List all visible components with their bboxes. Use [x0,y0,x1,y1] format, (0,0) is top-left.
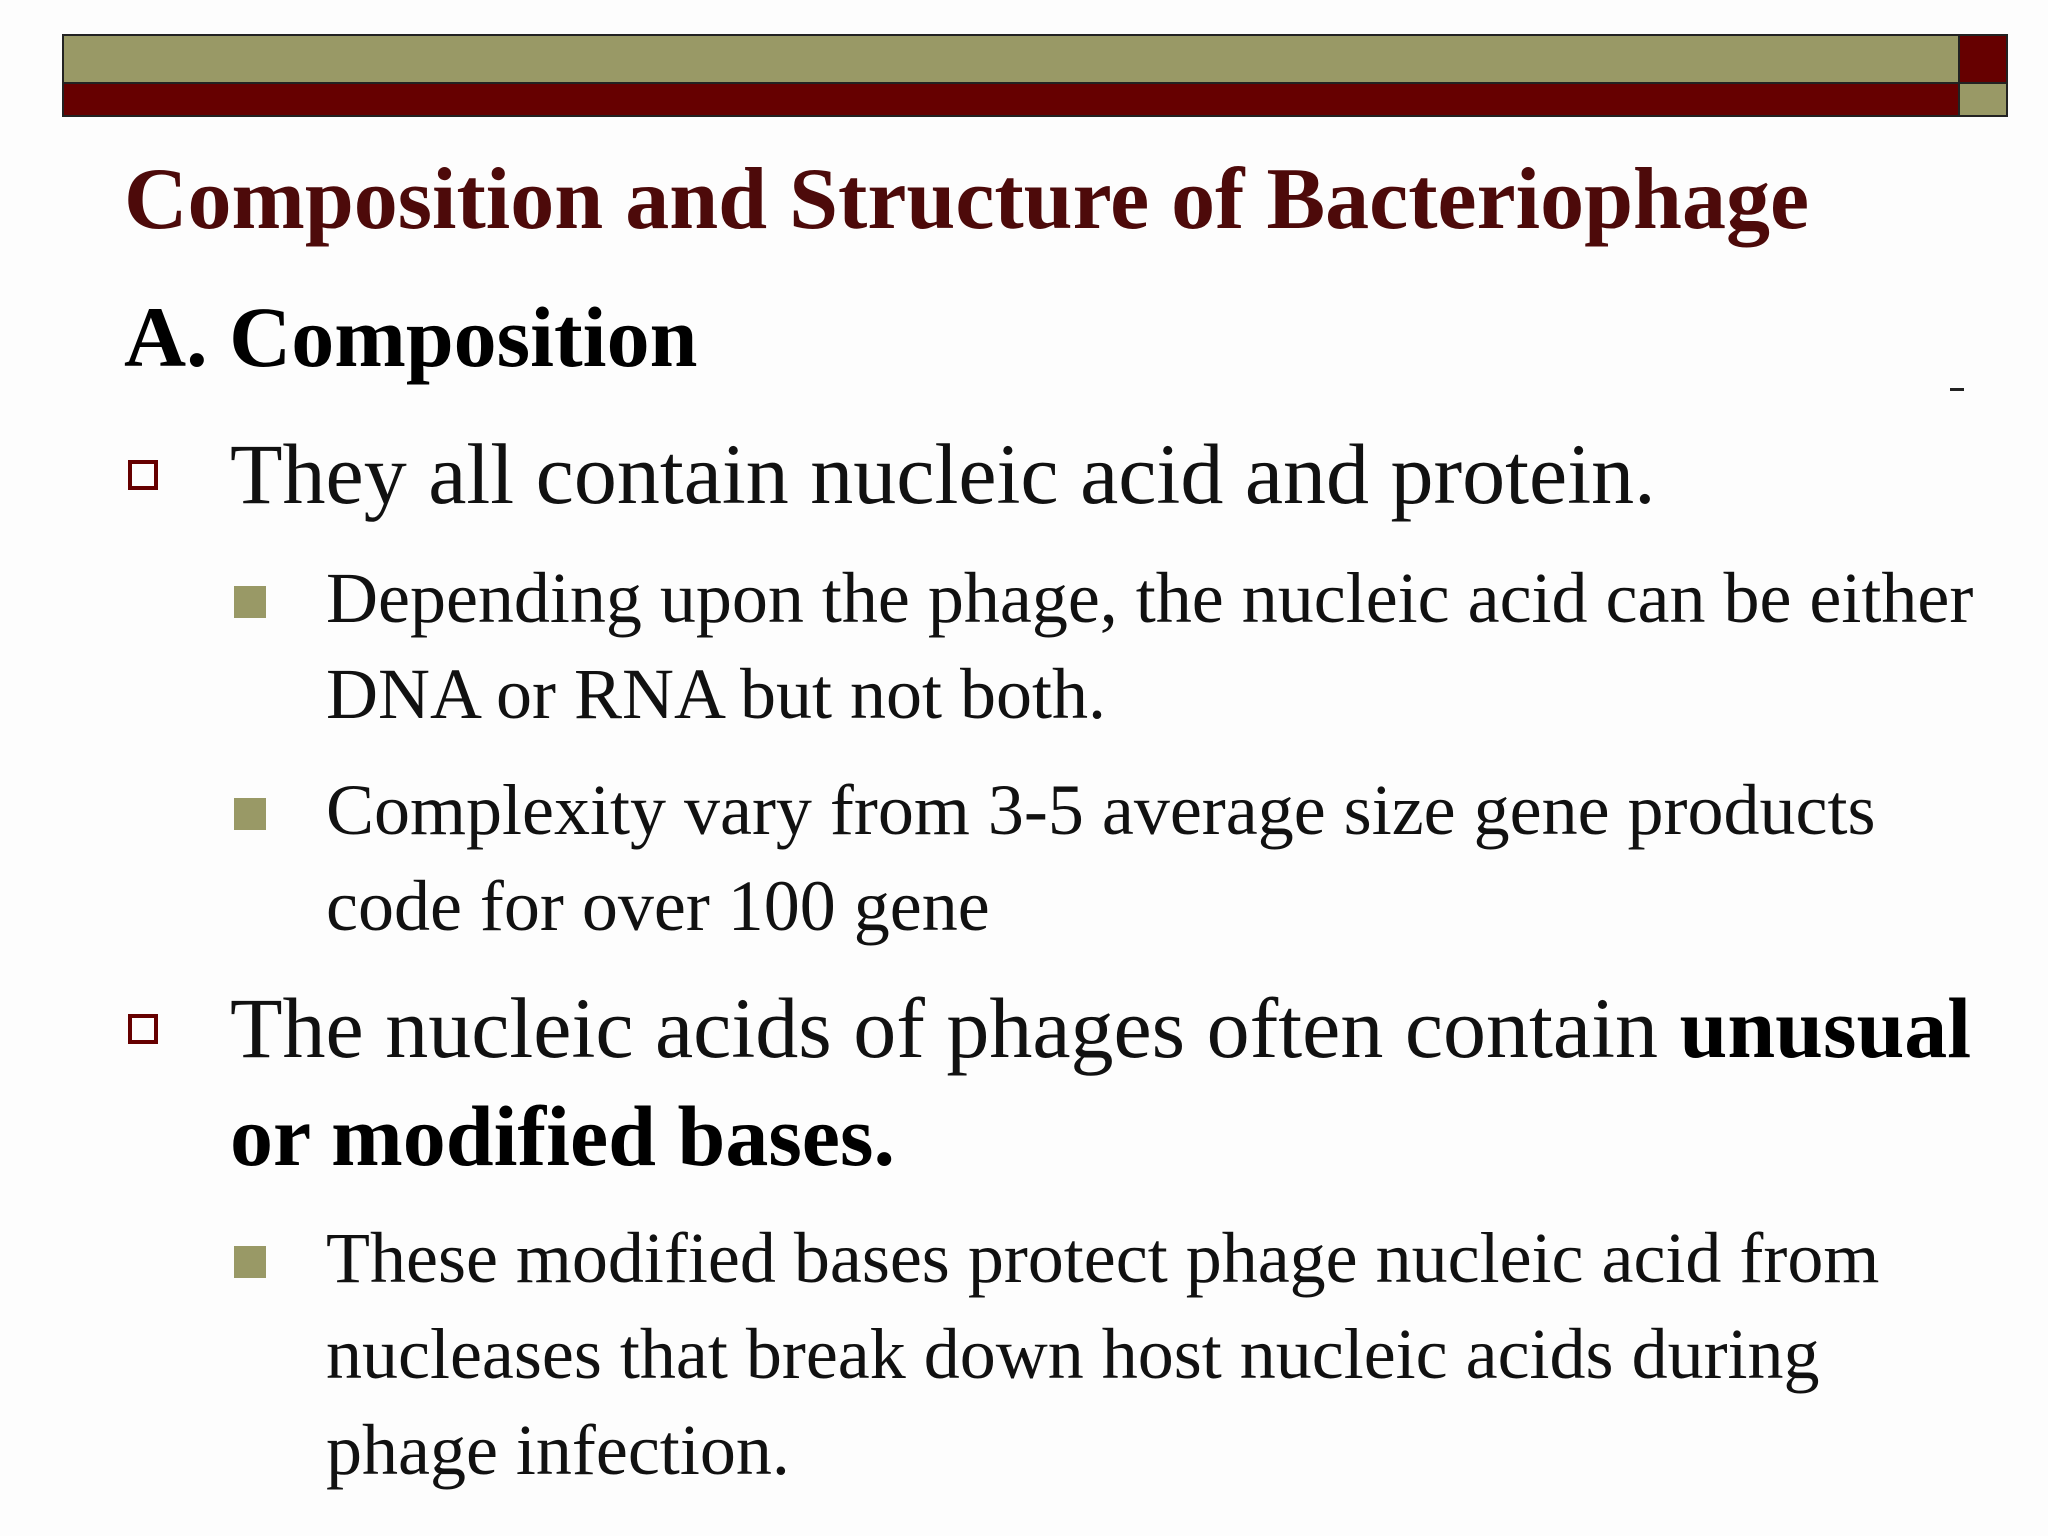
hollow-square-bullet-icon [128,1014,158,1044]
bullet-text-emphasis: unusual or modified bases. [230,980,1972,1184]
sub-bullet-text: These modified bases protect phage nucleic acid from nucleases that break down host nucleic acids during phage infection. [326,1218,1880,1490]
bullet-text-plain: The nucleic acids of phages often contain [230,980,1680,1076]
bullet-text [230,974,1990,1190]
filled-square-bullet-icon [234,1246,266,1278]
header-bar-olive [62,34,1960,84]
bullet-text: They all contain nucleic acid and protein. [230,426,1656,522]
filled-square-bullet-icon [234,586,266,618]
sub-bullet-text: Complexity vary from 3-5 average size gene products code for over 100 gene [326,770,1876,946]
sub-bullet-text: Depending upon the phage, the nucleic acid can be either DNA or RNA but not both. [326,558,1974,734]
slide-title: Composition and Structure of Bacteriophage [124,151,1810,248]
filled-square-bullet-icon [234,798,266,830]
section-heading: A. Composition [124,289,698,385]
header-bar-maroon [62,84,1960,117]
header-corner-square-maroon [1958,34,2008,84]
hollow-square-bullet-icon [128,460,158,490]
header-corner-square-olive [1958,84,2008,117]
decorative-dash [1950,388,1964,391]
